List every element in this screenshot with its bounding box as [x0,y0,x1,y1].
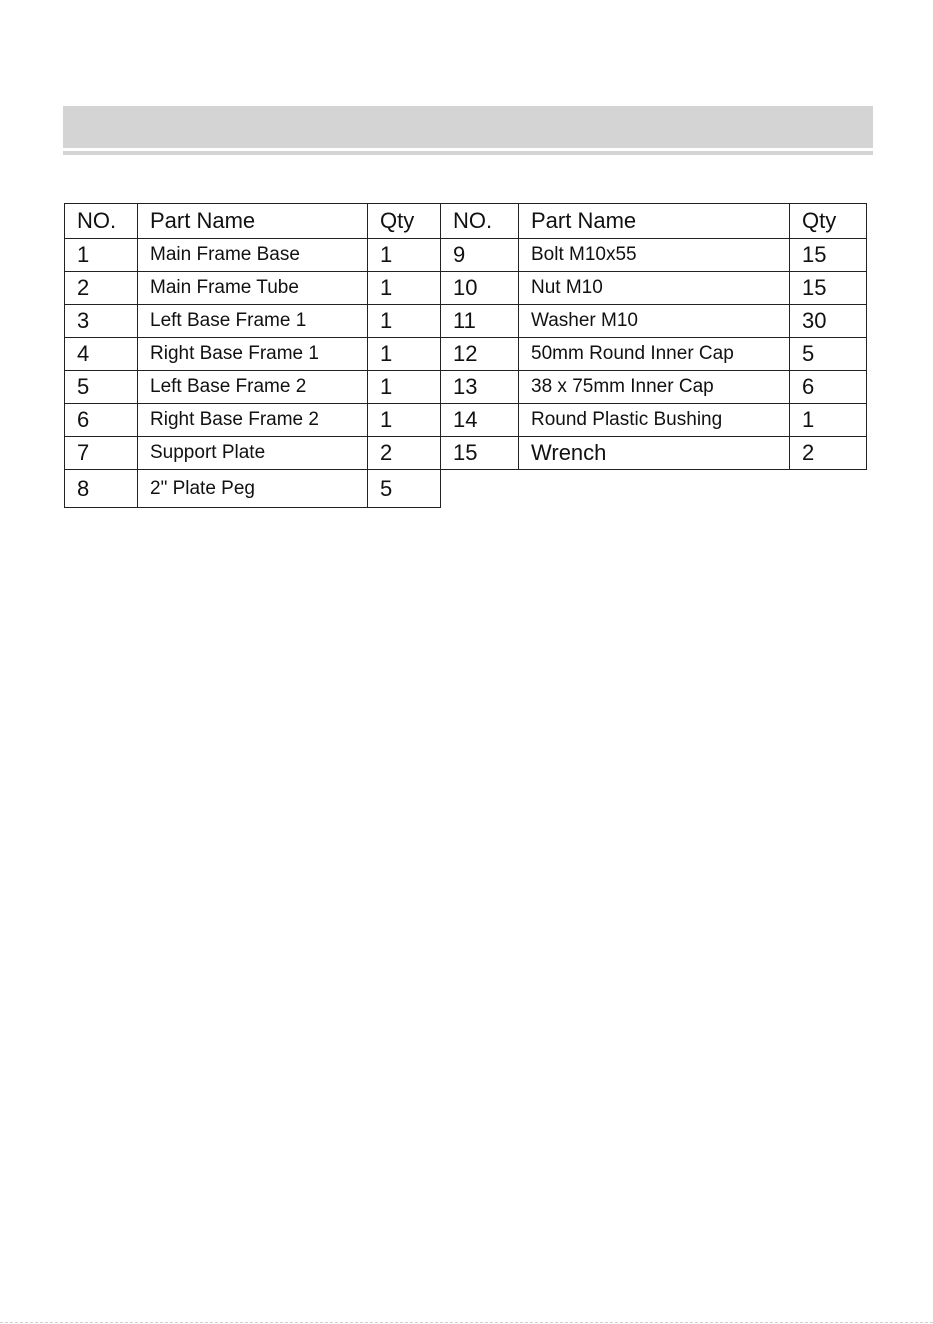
table-row [65,404,867,437]
part-number: 10 [441,272,519,305]
part-number: 7 [65,437,138,470]
part-qty: 1 [368,338,441,371]
part-name: Right Base Frame 1 [138,338,368,371]
header-qty: Qty [368,204,441,239]
table-row [65,371,867,404]
part-qty: 30 [790,305,867,338]
table-row [65,437,867,470]
part-qty: 15 [790,272,867,305]
part-number: 4 [65,338,138,371]
part-number: 6 [65,404,138,437]
part-name: Support Plate [138,437,368,470]
part-name: Round Plastic Bushing [519,404,790,437]
table-row [65,272,867,305]
part-name: 38 x 75mm Inner Cap [519,371,790,404]
part-qty: 1 [368,404,441,437]
part-number: 2 [65,272,138,305]
part-name: 2" Plate Peg [138,470,368,508]
part-number: 5 [65,371,138,404]
part-number: 3 [65,305,138,338]
part-qty: 15 [790,239,867,272]
part-name: Bolt M10x55 [519,239,790,272]
part-qty: 2 [368,437,441,470]
section-header-bar [63,106,873,148]
part-number: 8 [65,470,138,508]
part-number: 15 [441,437,519,470]
table-row [65,239,867,272]
part-qty: 1 [368,239,441,272]
part-name: Washer M10 [519,305,790,338]
empty-cell [790,470,867,508]
table-header-row [65,204,867,239]
part-qty: 1 [368,272,441,305]
part-name: Right Base Frame 2 [138,404,368,437]
table-row [65,470,867,508]
part-number: 11 [441,305,519,338]
header-part-name: Part Name [519,204,790,239]
empty-cell [519,470,790,508]
part-number: 9 [441,239,519,272]
parts-list-table [64,203,867,508]
part-qty: 1 [368,305,441,338]
part-name: Nut M10 [519,272,790,305]
empty-cell [441,470,519,508]
part-name: 50mm Round Inner Cap [519,338,790,371]
header-no: NO. [441,204,519,239]
page-bottom-edge [0,1322,933,1323]
header-no: NO. [65,204,138,239]
part-name: Left Base Frame 1 [138,305,368,338]
table-row [65,305,867,338]
table-row [65,338,867,371]
part-qty: 6 [790,371,867,404]
part-name: Main Frame Tube [138,272,368,305]
part-qty: 5 [790,338,867,371]
part-qty: 1 [368,371,441,404]
part-number: 14 [441,404,519,437]
part-number: 13 [441,371,519,404]
part-number: 1 [65,239,138,272]
part-qty: 5 [368,470,441,508]
header-qty: Qty [790,204,867,239]
part-name: Wrench [519,437,790,470]
part-name: Main Frame Base [138,239,368,272]
part-qty: 1 [790,404,867,437]
part-number: 12 [441,338,519,371]
part-name: Left Base Frame 2 [138,371,368,404]
header-part-name: Part Name [138,204,368,239]
part-qty: 2 [790,437,867,470]
section-header-rule [63,151,873,155]
